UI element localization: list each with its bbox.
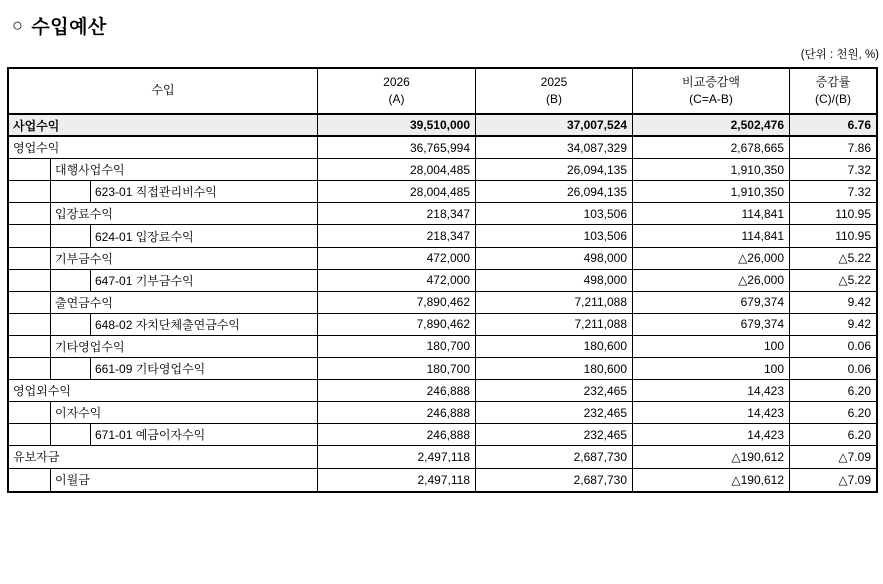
amount-2026-cell: 2,497,118 xyxy=(317,469,475,491)
amount-2026-cell: 7,890,462 xyxy=(317,292,475,313)
amount-2025-cell: 498,000 xyxy=(475,270,632,291)
header-income xyxy=(9,69,317,113)
diff-amount-cell: △26,000 xyxy=(632,248,789,269)
table-row xyxy=(9,270,876,292)
amount-2025-cell: 180,600 xyxy=(475,336,632,357)
amount-2026-cell: 218,347 xyxy=(317,203,475,224)
table-row xyxy=(9,159,876,181)
row-label-cell xyxy=(9,137,317,158)
diff-amount-cell: 2,502,476 xyxy=(632,115,789,135)
indent-spacer xyxy=(9,292,51,313)
indent-spacer xyxy=(9,424,51,445)
revenue-budget-table xyxy=(7,67,878,493)
header-2026-year: 2026 xyxy=(383,74,410,89)
budget-table-body xyxy=(9,115,876,491)
diff-amount-cell: 1,910,350 xyxy=(632,159,789,180)
table-row xyxy=(9,380,876,402)
row-label-cell xyxy=(9,446,317,467)
table-row xyxy=(9,248,876,270)
row-label: 유보자금 xyxy=(13,450,60,465)
row-label-cell xyxy=(9,469,317,491)
diff-amount-cell: △26,000 xyxy=(632,270,789,291)
row-label: 입장료수익 xyxy=(55,207,113,222)
indent-spacer xyxy=(9,358,51,379)
row-label: 기부금수익 xyxy=(55,251,113,266)
header-2026 xyxy=(317,69,475,113)
row-label: 영업외수익 xyxy=(13,384,71,399)
indent-spacer xyxy=(51,181,91,202)
row-label-cell xyxy=(9,292,317,313)
indent-spacer xyxy=(9,159,51,180)
header-diff-label: 비교증감액 xyxy=(682,74,740,89)
diff-amount-cell: 14,423 xyxy=(632,424,789,445)
change-rate-cell: 0.06 xyxy=(789,336,876,357)
change-rate-cell: 9.42 xyxy=(789,292,876,313)
amount-2026-cell: 28,004,485 xyxy=(317,181,475,202)
amount-2026-cell: 28,004,485 xyxy=(317,159,475,180)
row-label: 647-01 기부금수익 xyxy=(95,273,194,288)
change-rate-cell: 6.76 xyxy=(789,115,876,135)
change-rate-cell: 6.20 xyxy=(789,402,876,423)
amount-2026-cell: 180,700 xyxy=(317,358,475,379)
indent-spacer xyxy=(51,358,91,379)
amount-2025-cell: 34,087,329 xyxy=(475,137,632,158)
amount-2025-cell: 37,007,524 xyxy=(475,115,632,135)
header-2025-year: 2025 xyxy=(540,74,568,89)
amount-2025-cell: 2,687,730 xyxy=(475,469,632,491)
row-label-cell xyxy=(9,380,317,401)
row-label: 이월금 xyxy=(55,473,90,488)
diff-amount-cell: 14,423 xyxy=(632,402,789,423)
row-label-cell xyxy=(9,336,317,357)
amount-2025-cell: 7,211,088 xyxy=(475,314,632,335)
indent-spacer xyxy=(9,270,51,291)
amount-2025-cell: 7,211,088 xyxy=(475,292,632,313)
indent-spacer xyxy=(9,314,51,335)
amount-2025-cell: 103,506 xyxy=(475,225,632,246)
header-income-label: 수입 xyxy=(151,83,175,98)
row-label: 기타영업수익 xyxy=(55,339,125,354)
header-diff xyxy=(632,69,789,113)
change-rate-cell: 6.20 xyxy=(789,380,876,401)
row-label-cell xyxy=(9,159,317,180)
change-rate-cell: 110.95 xyxy=(789,225,876,246)
diff-amount-cell: 1,910,350 xyxy=(632,181,789,202)
diff-amount-cell: 100 xyxy=(632,358,789,379)
row-label-cell xyxy=(9,115,317,135)
amount-2026-cell: 246,888 xyxy=(317,380,475,401)
table-row xyxy=(9,402,876,424)
indent-spacer xyxy=(9,402,51,423)
diff-amount-cell: 100 xyxy=(632,336,789,357)
amount-2025-cell: 232,465 xyxy=(475,380,632,401)
table-row xyxy=(9,203,876,225)
amount-2026-cell: 36,765,994 xyxy=(317,137,475,158)
change-rate-cell: 7.86 xyxy=(789,137,876,158)
diff-amount-cell: 114,841 xyxy=(632,225,789,246)
amount-2026-cell: 246,888 xyxy=(317,402,475,423)
change-rate-cell: 6.20 xyxy=(789,424,876,445)
row-label: 출연금수익 xyxy=(55,295,113,310)
row-label-cell xyxy=(9,248,317,269)
table-row xyxy=(9,358,876,380)
amount-2026-cell: 218,347 xyxy=(317,225,475,246)
change-rate-cell: △7.09 xyxy=(789,446,876,467)
change-rate-cell: 110.95 xyxy=(789,203,876,224)
diff-amount-cell: △190,612 xyxy=(632,469,789,491)
diff-amount-cell: △190,612 xyxy=(632,446,789,467)
row-label-cell xyxy=(9,314,317,335)
table-row xyxy=(9,181,876,203)
amount-2025-cell: 498,000 xyxy=(475,248,632,269)
table-row xyxy=(9,469,876,491)
indent-spacer xyxy=(9,336,51,357)
indent-spacer xyxy=(9,181,51,202)
row-label: 661-09 기타영업수익 xyxy=(95,362,206,377)
table-row xyxy=(9,225,876,247)
table-row xyxy=(9,424,876,446)
row-label: 영업수익 xyxy=(13,141,60,156)
unit-note: (단위 : 천원, %) xyxy=(800,49,879,61)
row-label-cell xyxy=(9,402,317,423)
header-2025-sub: (B) xyxy=(546,92,562,107)
amount-2025-cell: 180,600 xyxy=(475,358,632,379)
header-rate-sub: (C)/(B) xyxy=(815,92,851,107)
amount-2026-cell: 246,888 xyxy=(317,424,475,445)
table-header-row xyxy=(9,69,876,115)
indent-spacer xyxy=(9,248,51,269)
indent-spacer xyxy=(9,469,51,491)
table-row xyxy=(9,314,876,336)
table-row xyxy=(9,115,876,137)
amount-2026-cell: 7,890,462 xyxy=(317,314,475,335)
amount-2026-cell: 2,497,118 xyxy=(317,446,475,467)
row-label: 대행사업수익 xyxy=(55,163,125,178)
header-diff-sub: (C=A-B) xyxy=(689,92,733,107)
amount-2025-cell: 26,094,135 xyxy=(475,181,632,202)
change-rate-cell: △5.22 xyxy=(789,248,876,269)
row-label-cell xyxy=(9,424,317,445)
row-label: 사업수익 xyxy=(13,118,60,133)
amount-2025-cell: 232,465 xyxy=(475,424,632,445)
amount-2026-cell: 472,000 xyxy=(317,248,475,269)
change-rate-cell: 9.42 xyxy=(789,314,876,335)
indent-spacer xyxy=(51,424,91,445)
table-row xyxy=(9,292,876,314)
change-rate-cell: △7.09 xyxy=(789,469,876,491)
header-2026-sub: (A) xyxy=(388,92,405,107)
amount-2025-cell: 232,465 xyxy=(475,402,632,423)
amount-2026-cell: 39,510,000 xyxy=(317,115,475,135)
row-label: 624-01 입장료수익 xyxy=(95,229,194,244)
amount-2025-cell: 103,506 xyxy=(475,203,632,224)
indent-spacer xyxy=(9,225,51,246)
header-rate xyxy=(789,69,876,113)
circle-bullet-icon: ○ xyxy=(12,15,24,35)
row-label: 이자수익 xyxy=(55,406,102,421)
diff-amount-cell: 679,374 xyxy=(632,292,789,313)
page-title xyxy=(12,12,107,39)
change-rate-cell: 7.32 xyxy=(789,181,876,202)
change-rate-cell: 7.32 xyxy=(789,159,876,180)
header-2025 xyxy=(475,69,632,113)
page-title-text: 수입예산 xyxy=(31,17,107,38)
table-row xyxy=(9,336,876,358)
change-rate-cell: 0.06 xyxy=(789,358,876,379)
row-label: 648-02 자치단체출연금수익 xyxy=(95,317,241,332)
indent-spacer xyxy=(9,203,51,224)
diff-amount-cell: 114,841 xyxy=(632,203,789,224)
diff-amount-cell: 2,678,665 xyxy=(632,137,789,158)
indent-spacer xyxy=(51,225,91,246)
change-rate-cell: △5.22 xyxy=(789,270,876,291)
row-label: 671-01 예금이자수익 xyxy=(95,428,206,443)
row-label-cell xyxy=(9,225,317,246)
row-label-cell xyxy=(9,181,317,202)
diff-amount-cell: 14,423 xyxy=(632,380,789,401)
row-label-cell xyxy=(9,203,317,224)
row-label-cell xyxy=(9,270,317,291)
indent-spacer xyxy=(51,314,91,335)
table-row xyxy=(9,137,876,159)
amount-2026-cell: 472,000 xyxy=(317,270,475,291)
amount-2026-cell: 180,700 xyxy=(317,336,475,357)
amount-2025-cell: 2,687,730 xyxy=(475,446,632,467)
indent-spacer xyxy=(51,270,91,291)
table-row xyxy=(9,446,876,468)
header-rate-label: 증감률 xyxy=(815,74,851,89)
diff-amount-cell: 679,374 xyxy=(632,314,789,335)
row-label: 623-01 직접관리비수익 xyxy=(95,185,217,200)
amount-2025-cell: 26,094,135 xyxy=(475,159,632,180)
row-label-cell xyxy=(9,358,317,379)
